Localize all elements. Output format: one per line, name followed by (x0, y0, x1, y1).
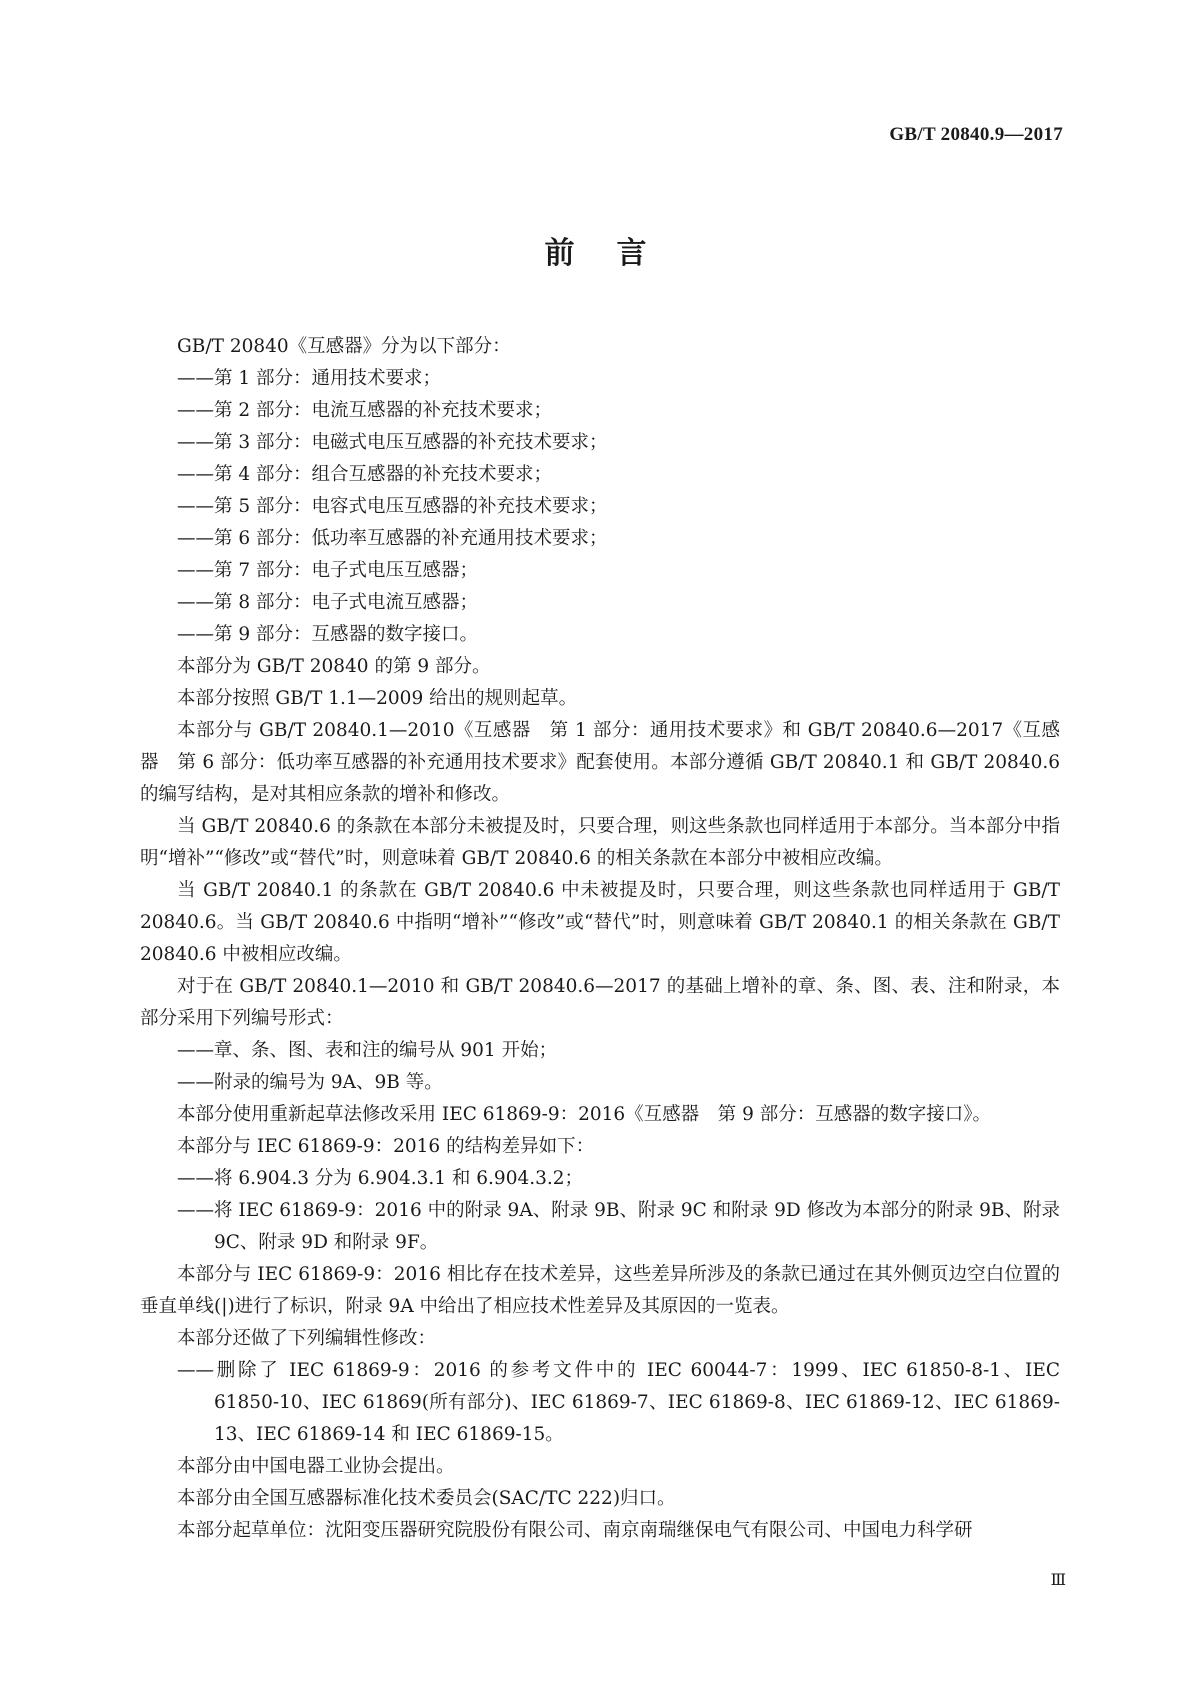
paragraph: 本部分由中国电器工业协会提出。 (177, 1456, 455, 1477)
page-number: Ⅲ (1050, 1572, 1066, 1589)
list-item: ——将 6.904.3 分为 6.904.3.1 和 6.904.3.2； (177, 1168, 584, 1189)
paragraph: 本部分使用重新起草法修改采用 IEC 61869-9：2016《互感器 第 9 部分：互感器的数字接口》。 (177, 1104, 991, 1125)
paragraph: 本部分与 GB/T 20840.1—2010《互感器 第 1 部分：通用技术要求》和 GB/T 20840.6—2017《互感器 第 6 部分：低功率互感器的补充通用技术要求》配套使用。本部分遵循 GB/T 20840.1 和 GB/T 20840.6 的编写结构，是对其相应条款的增补和修改。 (140, 720, 1066, 805)
page-title: 前言 (544, 236, 689, 271)
list-item: ——第 7 部分：电子式电压互感器； (177, 560, 479, 581)
list-item: ——第 9 部分：互感器的数字接口。 (177, 624, 479, 645)
list-item: ——章、条、图、表和注的编号从 901 开始； (177, 1040, 558, 1061)
list-item: ——第 1 部分：通用技术要求； (177, 368, 442, 389)
list-item: ——删除了 IEC 61869-9：2016 的参考文件中的 IEC 60044-7：1999、IEC 61850-8-1、IEC 61850-10、IEC 61869(所有部分)、IEC 61869-7、IEC 61869-8、IEC 61869-12、IEC 61869-13、IEC 61869-14 和 IEC 61869-15。 (177, 1360, 1066, 1445)
paragraph: 本部分起草单位：沈阳变压器研究院股份有限公司、南京南瑞继保电气有限公司、中国电力科学研 (177, 1520, 973, 1541)
list-item: ——第 5 部分：电容式电压互感器的补充技术要求； (177, 496, 608, 517)
paragraph: 当 GB/T 20840.6 的条款在本部分未被提及时，只要合理，则这些条款也同样适用于本部分。当本部分中指明“增补”“修改”或“替代”时，则意味着 GB/T 20840.6 的相关条款在本部分中被相应改编。 (140, 816, 1060, 869)
standard-code: GB/T 20840.9—2017 (889, 124, 1063, 145)
paragraph: GB/T 20840《互感器》分为以下部分： (177, 336, 511, 357)
list-item: ——第 6 部分：低功率互感器的补充通用技术要求； (177, 528, 608, 549)
list-item: ——第 2 部分：电流互感器的补充技术要求； (177, 400, 553, 421)
list-item: ——第 4 部分：组合互感器的补充技术要求； (177, 464, 553, 485)
paragraph: 对于在 GB/T 20840.1—2010 和 GB/T 20840.6—2017 的基础上增补的章、条、图、表、注和附录，本部分采用下列编号形式： (140, 976, 1060, 1029)
paragraph: 本部分按照 GB/T 1.1—2009 给出的规则起草。 (177, 688, 578, 709)
paragraph: 本部分还做了下列编辑性修改： (177, 1328, 437, 1349)
list-item: ——将 IEC 61869-9：2016 中的附录 9A、附录 9B、附录 9C 和附录 9D 修改为本部分的附录 9B、附录 9C、附录 9D 和附录 9F。 (177, 1200, 1066, 1253)
paragraph: 本部分由全国互感器标准化技术委员会(SAC/TC 222)归口。 (177, 1488, 676, 1509)
paragraph: 当 GB/T 20840.1 的条款在 GB/T 20840.6 中未被提及时，只要合理，则这些条款也同样适用于 GB/T 20840.6。当 GB/T 20840.6 中指明“增补”“修改”或“替代”时，则意味着 GB/T 20840.1 的相关条款在 GB/T 20840.6 中被相应改编。 (140, 880, 1066, 965)
list-item: ——第 3 部分：电磁式电压互感器的补充技术要求； (177, 432, 608, 453)
list-item: ——附录的编号为 9A、9B 等。 (177, 1072, 443, 1093)
foreword-body (140, 331, 1066, 1547)
paragraph: 本部分与 IEC 61869-9：2016 的结构差异如下： (177, 1136, 595, 1157)
paragraph: 本部分与 IEC 61869-9：2016 相比存在技术差异，这些差异所涉及的条款已通过在其外侧页边空白位置的垂直单线(|)进行了标识，附录 9A 中给出了相应技术性差异及其原因的一览表。 (140, 1264, 1060, 1317)
paragraph: 本部分为 GB/T 20840 的第 9 部分。 (177, 656, 491, 677)
list-item: ——第 8 部分：电子式电流互感器； (177, 592, 479, 613)
